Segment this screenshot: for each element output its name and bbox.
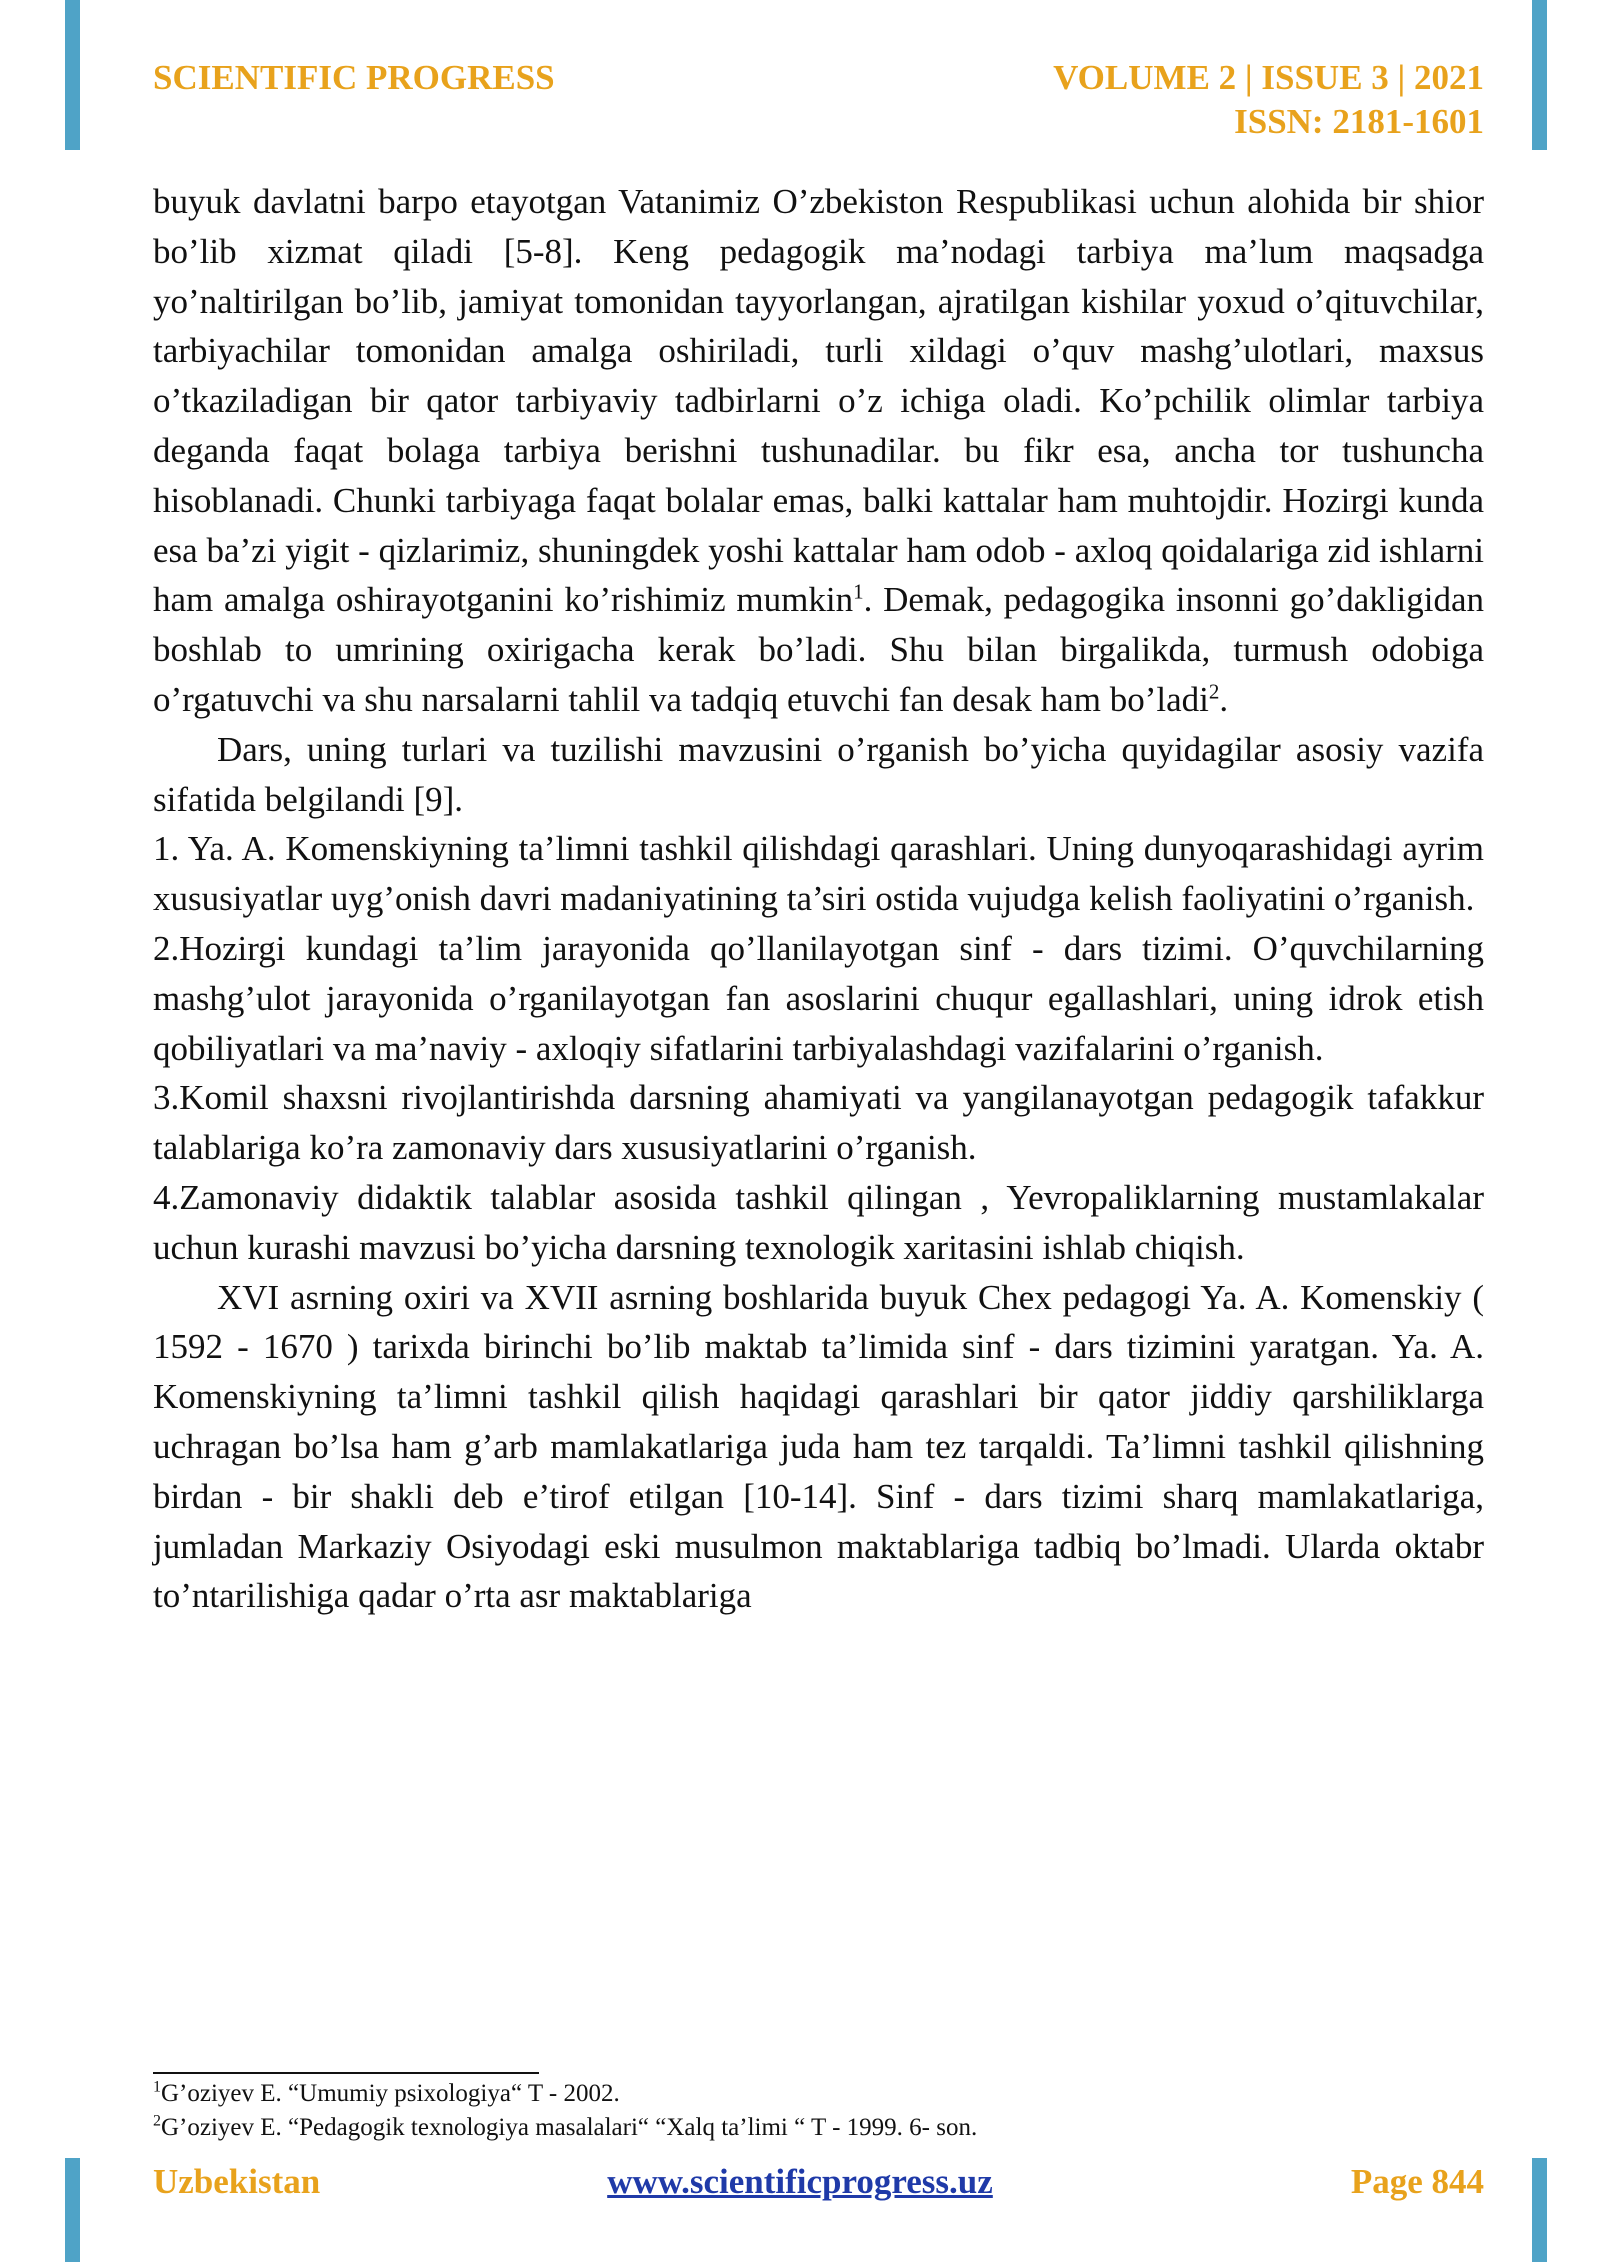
paragraph-2: Dars, uning turlari va tuzilishi mavzusini o’rganish bo’yicha quyidagilar asosiy vazifa sifatida belgilandi [9]. <box>153 729 1484 819</box>
volume-issue: VOLUME 2 | ISSUE 3 | 2021 <box>1053 58 1484 97</box>
footnote-2 <box>153 2111 1484 2145</box>
footnote-ref-2: 2 <box>1208 679 1220 704</box>
header-left-bar <box>65 0 80 150</box>
list-item-3: 3.Komil shaxsni rivojlantirishda darsning ahamiyati va yangilanayotgan pedagogik tafakkur talablariga ko’ra zamonaviy dars xususiyatlarini o’rganish. <box>153 1078 1484 1168</box>
footnote-2-number: 2 <box>153 2112 161 2130</box>
issn: ISSN: 2181-1601 <box>1234 102 1484 141</box>
paragraph-1-text-b: . Demak, pedagogika insonni go’dakligidan boshlab to umrining oxirigacha kerak bo’ladi. Shu bilan birgalikda, turmush odobiga o’rgatuvchi va shu narsalarni tahlil va tadqiq etuvchi fan desak ham bo’ladi <box>153 580 1484 719</box>
list-item-2: 2.Hozirgi kundagi ta’lim jarayonida qo’llanilayotgan sinf - dars tizimi. O’quvchilarning mashg’ulot jarayonida o’rganilayotgan fan asoslarini chuqur egallashlari, uning idrok etish qobiliyatlari va ma’naviy - axloqiy sifatlarini tarbiyalashdagi vazifalarini o’rganish. <box>153 928 1484 1068</box>
footnote-1 <box>153 2077 1484 2111</box>
footer-country: Uzbekistan <box>153 2162 321 2201</box>
footnote-1-number: 1 <box>153 2078 161 2096</box>
footnote-divider <box>153 2072 539 2074</box>
paragraph-1-text-c: . <box>1219 679 1229 719</box>
paragraph-1-text-a: buyuk davlatni barpo etayotgan Vatanimiz O’zbekiston Respublikasi uchun alohida bir shior bo’lib xizmat qiladi [5-8]. Keng pedagogik ma’nodagi tarbiya ma’lum maqsadga yo’naltirilgan bo’lib, jamiyat tomonidan tayyorlangan, ajratilgan kishilar yoxud o’qituvchilar, tarbiyachilar tomonidan amalga oshiriladi, turli xildagi o’quv mashg’ulotlari, maxsus o’tkaziladigan bir qator tarbiyaviy tadbirlarni o’z ichiga oladi. Ko’pchilik olimlar tarbiya deganda faqat bolaga tarbiya berishni tushunadilar. bu fikr esa, ancha tor tushuncha hisoblanadi. Chunki tarbiyaga faqat bolalar emas, balki kattalar ham muhtojdir. Hozirgi kunda esa ba’zi yigit - qizlarimiz, shuningdek yoshi kattalar ham odob - axloq qoidalariga zid ishlarni ham amalga oshirayotganini ko’rishimiz mumkin <box>153 182 1484 620</box>
article-body <box>153 177 1484 1621</box>
header-right-bar <box>1532 0 1547 150</box>
footnote-1-text: G’oziyev E. “Umumiy psixologiya“ T - 2002. <box>161 2080 620 2107</box>
footnote-2-text: G’oziyev E. “Pedagogik texnologiya masalalari“ “Xalq ta’limi “ T - 1999. 6- son. <box>161 2114 978 2141</box>
list-item-4: 4.Zamonaviy didaktik talablar asosida tashkil qilingan , Yevropaliklarning mustamlakalar uchun kurashi mavzusi bo’yicha darsning texnologik xaritasini ishlab chiqish. <box>153 1177 1484 1267</box>
journal-issue-info <box>1053 56 1484 144</box>
journal-title: SCIENTIFIC PROGRESS <box>153 58 555 97</box>
footnotes <box>153 2077 1484 2145</box>
list-item-1: 1. Ya. A. Komenskiyning ta’limni tashkil qilishdagi qarashlari. Uning dunyoqarashidagi ayrim xususiyatlar uyg’onish davri madaniyatining ta’siri ostida vujudga kelish faoliyatini o’rganish. <box>153 829 1484 919</box>
page-number: Page 844 <box>1350 2162 1484 2201</box>
footer-website-link[interactable]: www.scientificprogress.uz <box>607 2162 993 2201</box>
footnote-ref-1: 1 <box>853 579 864 604</box>
paragraph-3: XVI asrning oxiri va XVII asrning boshlarida buyuk Chex pedagogi Ya. A. Komenskiy ( 1592 - 1670 ) tarixda birinchi bo’lib maktab ta’limida sinf - dars tizimini yaratgan. Ya. A. Komenskiyning ta’limni tashkil qilish haqidagi qarashlari bir qator jiddiy qarshiliklarga uchragan bo’lsa ham g’arb mamlakatlariga juda ham tez tarqaldi. Ta’limni tashkil qilishning birdan - bir shakli deb e’tirof etilgan [10-14]. Sinf - dars tizimi sharq mamlakatlariga, jumladan Markaziy Osiyodagi eski musulmon maktablariga tadbiq bo’lmadi. Ularda oktabr to’ntarilishiga qadar o’rta asr maktablariga <box>153 1277 1484 1616</box>
paragraph-1 <box>153 177 1484 725</box>
